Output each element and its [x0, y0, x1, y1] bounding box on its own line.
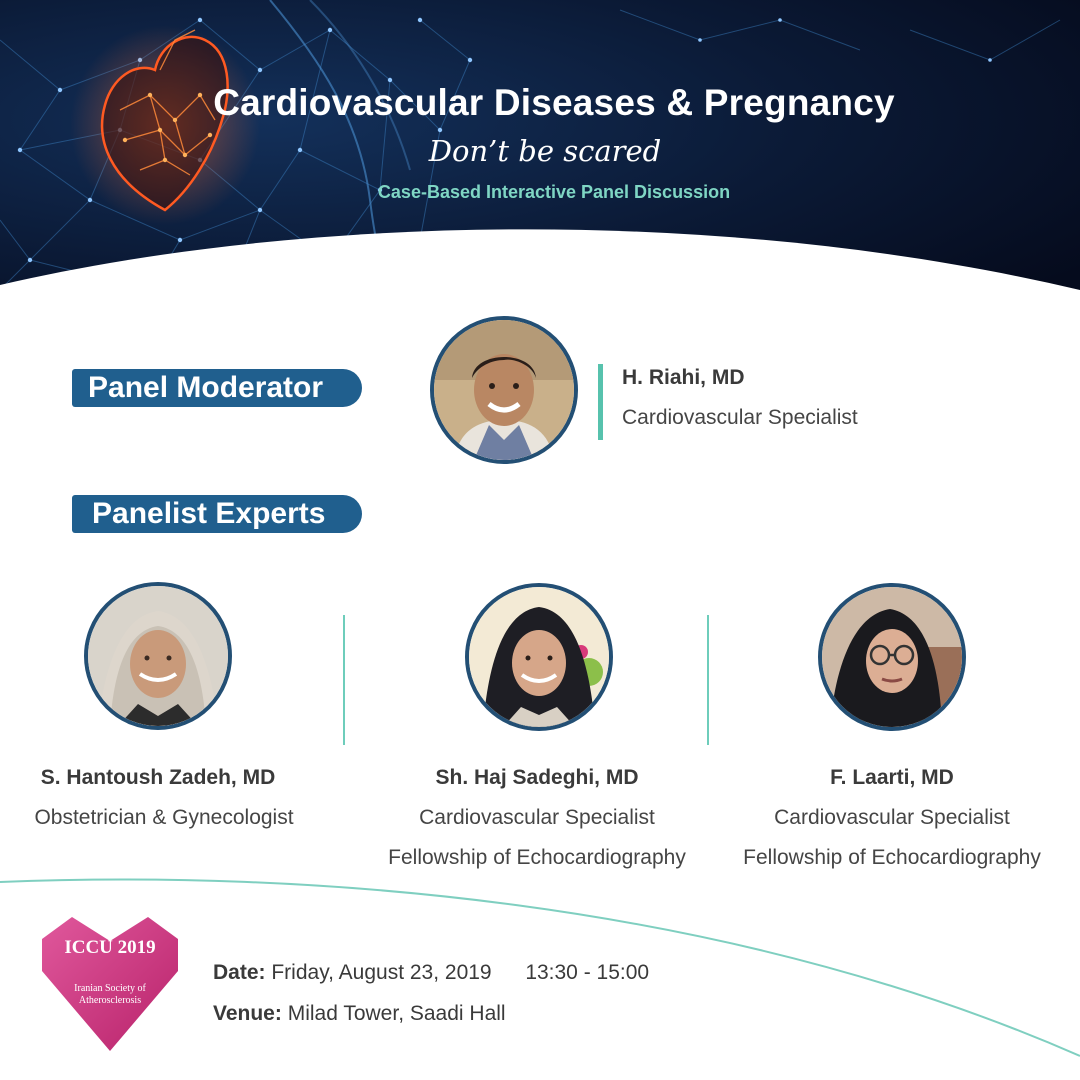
- date-label: Date:: [213, 961, 266, 984]
- page-tagline: Case-Based Interactive Panel Discussion: [377, 182, 731, 202]
- panelist-fellowship-3: Fellowship of Echocardiography: [743, 846, 1041, 869]
- hero-banner: [0, 0, 1080, 300]
- panelist-avatar-1: [84, 582, 232, 730]
- date-value: Friday, August 23, 2019: [271, 961, 492, 984]
- event-venue-row: [213, 1002, 506, 1026]
- panelist-name-1: S. Hantoush Zadeh, MD: [40, 766, 276, 789]
- moderator-accent-bar: [598, 364, 603, 440]
- moderator-role: Cardiovascular Specialist: [622, 406, 858, 429]
- moderator-name: H. Riahi, MD: [622, 366, 745, 389]
- panelist-avatar-2: [465, 583, 613, 731]
- panelist-divider-1: [343, 615, 345, 745]
- panelist-name-3: F. Laarti, MD: [830, 766, 954, 789]
- panel-moderator-label: Panel Moderator: [72, 369, 362, 407]
- page-subtitle: Don’t be scared: [428, 134, 662, 168]
- logo-title: ICCU 2019: [64, 937, 156, 958]
- logo-line-3: Atherosclerosis: [78, 995, 142, 1006]
- panelist-role-1: Obstetrician & Gynecologist: [34, 806, 294, 829]
- page-title: Cardiovascular Diseases & Pregnancy: [213, 82, 895, 123]
- time-value: 13:30 - 15:00: [525, 961, 650, 984]
- logo-line-2: Iranian Society of: [74, 983, 146, 994]
- venue-label: Venue:: [213, 1002, 282, 1025]
- panelist-divider-2: [707, 615, 709, 745]
- panelist-name-2: Sh. Haj Sadeghi, MD: [435, 766, 639, 789]
- venue-value: Milad Tower, Saadi Hall: [287, 1002, 506, 1025]
- event-date-row: [213, 961, 649, 985]
- panelist-fellowship-2: Fellowship of Echocardiography: [388, 846, 686, 869]
- panelist-avatar-3: [818, 583, 966, 731]
- panelist-role-2: Cardiovascular Specialist: [419, 806, 655, 829]
- panelist-experts-label: Panelist Experts: [72, 495, 362, 533]
- panelist-role-3: Cardiovascular Specialist: [774, 806, 1010, 829]
- heart-logo: [36, 915, 184, 1053]
- moderator-avatar: [430, 316, 578, 464]
